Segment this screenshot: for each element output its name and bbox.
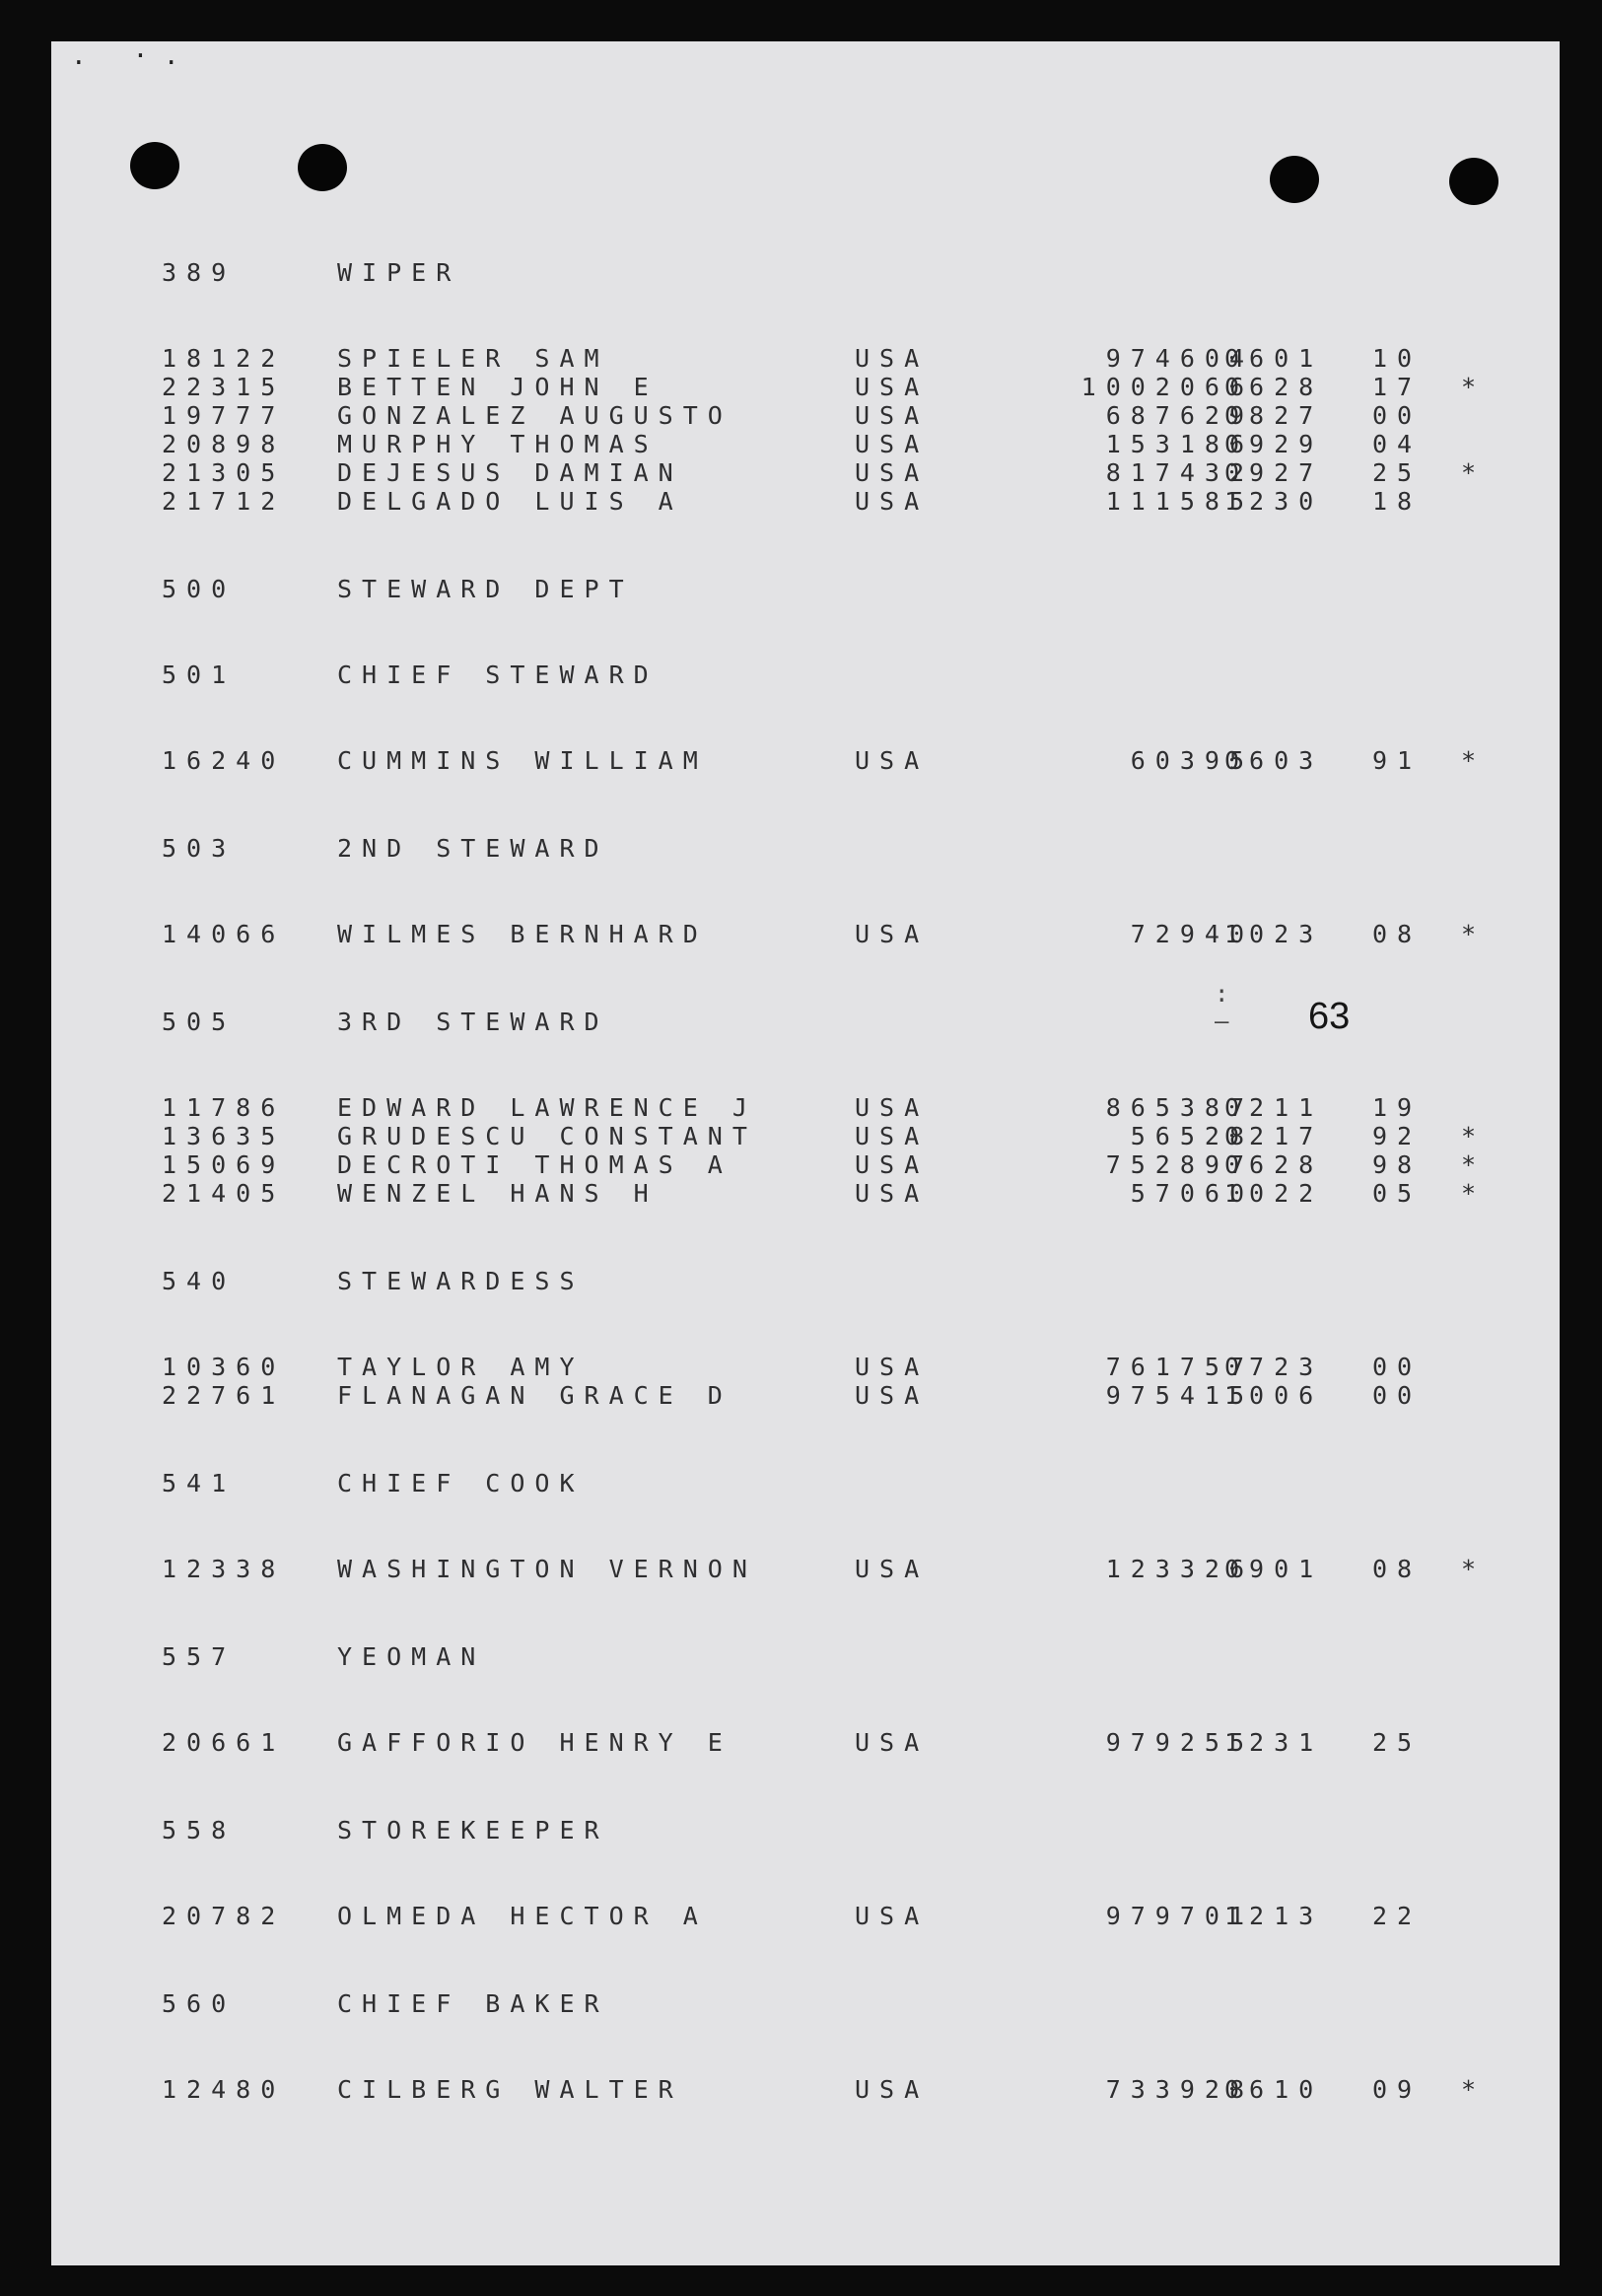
crew-name: WILMES BERNHARD [337, 920, 708, 948]
crew-number: 60395 [1130, 746, 1254, 775]
section-header [51, 1989, 1560, 2018]
crew-nationality: USA [855, 1555, 930, 1583]
crew-number: 974604 [1105, 344, 1254, 373]
crew-number: 687629 [1105, 401, 1254, 430]
crew-value: 98 [1372, 1150, 1423, 1179]
crew-nationality: USA [855, 1122, 930, 1150]
crew-name: OLMEDA HECTOR A [337, 1902, 708, 1930]
crew-id: 21305 [162, 458, 286, 487]
crew-nationality: USA [855, 1179, 930, 1208]
crew-row [51, 1122, 1560, 1150]
crew-nationality: USA [855, 401, 930, 430]
section-title: CHIEF STEWARD [337, 661, 659, 689]
section-title: STOREKEEPER [337, 1816, 609, 1844]
crew-row [51, 487, 1560, 516]
section-code: 560 [162, 1989, 237, 2018]
crew-row [51, 373, 1560, 401]
crew-number: 72940 [1130, 920, 1254, 948]
crew-row [51, 1728, 1560, 1757]
crew-date: 1023 [1224, 920, 1324, 948]
crew-date: 0927 [1224, 458, 1324, 487]
crew-nationality: USA [855, 1728, 930, 1757]
crew-date: 0628 [1224, 1150, 1324, 1179]
section-header [51, 1469, 1560, 1497]
crew-nationality: USA [855, 1093, 930, 1122]
crew-id: 20898 [162, 430, 286, 458]
crew-value: 08 [1372, 1555, 1423, 1583]
crew-name: BETTEN JOHN E [337, 373, 659, 401]
crew-mark: * [1461, 1122, 1487, 1150]
crew-nationality: USA [855, 344, 930, 373]
crew-number: 761757 [1105, 1353, 1254, 1381]
crew-row [51, 401, 1560, 430]
crew-id: 11786 [162, 1093, 286, 1122]
crew-date: 0827 [1224, 401, 1324, 430]
crew-mark: * [1461, 2075, 1487, 2104]
crew-number: 979255 [1105, 1728, 1254, 1757]
crew-date: 0603 [1224, 746, 1324, 775]
section-code: 541 [162, 1469, 237, 1497]
crew-name: WASHINGTON VERNON [337, 1555, 757, 1583]
section-code: 540 [162, 1267, 237, 1295]
crew-name: GAFFORIO HENRY E [337, 1728, 732, 1757]
crew-date: 0217 [1224, 1122, 1324, 1150]
crew-row [51, 430, 1560, 458]
section-code: 558 [162, 1816, 237, 1844]
crew-name: GONZALEZ AUGUSTO [337, 401, 732, 430]
punch-hole [298, 144, 347, 191]
crew-nationality: USA [855, 2075, 930, 2104]
crew-row [51, 1150, 1560, 1179]
section-title: 2ND STEWARD [337, 834, 609, 863]
crew-nationality: USA [855, 920, 930, 948]
crew-id: 16240 [162, 746, 286, 775]
crew-row [51, 1381, 1560, 1410]
section-title: CHIEF BAKER [337, 1989, 609, 2018]
crew-nationality: USA [855, 746, 930, 775]
crew-value: 10 [1372, 344, 1423, 373]
crew-nationality: USA [855, 1353, 930, 1381]
crew-date: 1213 [1224, 1902, 1324, 1930]
crew-value: 25 [1372, 1728, 1423, 1757]
crew-name: DECROTI THOMAS A [337, 1150, 732, 1179]
section-header [51, 661, 1560, 689]
crew-name: DELGADO LUIS A [337, 487, 683, 516]
section-title: 3RD STEWARD [337, 1008, 609, 1036]
crew-value: 25 [1372, 458, 1423, 487]
crew-number: 752897 [1105, 1150, 1254, 1179]
crew-date: 0929 [1224, 430, 1324, 458]
crew-mark: * [1461, 920, 1487, 948]
crew-name: TAYLOR AMY [337, 1353, 585, 1381]
crew-mark: * [1461, 1179, 1487, 1208]
crew-id: 20661 [162, 1728, 286, 1757]
section-code: 503 [162, 834, 237, 863]
crew-number: 57060 [1130, 1179, 1254, 1208]
crew-value: 08 [1372, 920, 1423, 948]
crew-value: 05 [1372, 1179, 1423, 1208]
crew-name: GRUDESCU CONSTANT [337, 1122, 757, 1150]
crew-number: 153186 [1105, 430, 1254, 458]
crew-nationality: USA [855, 1902, 930, 1930]
section-header [51, 1008, 1560, 1036]
crew-row [51, 1902, 1560, 1930]
crew-list [51, 258, 1560, 2163]
crew-id: 22761 [162, 1381, 286, 1410]
punch-hole [1270, 156, 1319, 203]
crew-number: 975415 [1105, 1381, 1254, 1410]
crew-name: CUMMINS WILLIAM [337, 746, 708, 775]
crew-nationality: USA [855, 458, 930, 487]
crew-number: 979701 [1105, 1902, 1254, 1930]
crew-date: 1230 [1224, 487, 1324, 516]
crew-date: 0610 [1224, 2075, 1324, 2104]
crew-row [51, 344, 1560, 373]
crew-name: DEJESUS DAMIAN [337, 458, 683, 487]
crew-value: 19 [1372, 1093, 1423, 1122]
crew-number: 111585 [1105, 487, 1254, 516]
crew-value: 00 [1372, 401, 1423, 430]
section-header [51, 834, 1560, 863]
crew-id: 20782 [162, 1902, 286, 1930]
crew-id: 10360 [162, 1353, 286, 1381]
crew-row [51, 1093, 1560, 1122]
crew-nationality: USA [855, 1381, 930, 1410]
section-header [51, 575, 1560, 603]
crew-row [51, 920, 1560, 948]
crew-nationality: USA [855, 487, 930, 516]
section-title: YEOMAN [337, 1642, 486, 1671]
punch-hole [1449, 158, 1498, 205]
crew-mark: * [1461, 458, 1487, 487]
crew-row [51, 746, 1560, 775]
crew-date: 1022 [1224, 1179, 1324, 1208]
crew-number: 733928 [1105, 2075, 1254, 2104]
crew-id: 21405 [162, 1179, 286, 1208]
section-code: 501 [162, 661, 237, 689]
section-header [51, 1642, 1560, 1671]
crew-mark: * [1461, 1555, 1487, 1583]
crew-number: 1002066 [1080, 373, 1254, 401]
crew-name: CILBERG WALTER [337, 2075, 683, 2104]
crew-date: 0901 [1224, 1555, 1324, 1583]
crew-number: 817432 [1105, 458, 1254, 487]
crew-mark: * [1461, 1150, 1487, 1179]
crew-name: WENZEL HANS H [337, 1179, 659, 1208]
crew-row [51, 2075, 1560, 2104]
crew-number: 56528 [1130, 1122, 1254, 1150]
crew-name: EDWARD LAWRENCE J [337, 1093, 757, 1122]
crew-date: 0601 [1224, 344, 1324, 373]
crew-id: 18122 [162, 344, 286, 373]
crew-row [51, 458, 1560, 487]
page-stamp-number: 63 [1308, 996, 1351, 1037]
crew-value: 00 [1372, 1353, 1423, 1381]
crew-date: 1231 [1224, 1728, 1324, 1757]
crew-name: MURPHY THOMAS [337, 430, 659, 458]
crew-date: 0723 [1224, 1353, 1324, 1381]
crew-value: 00 [1372, 1381, 1423, 1410]
crew-id: 12338 [162, 1555, 286, 1583]
crew-nationality: USA [855, 430, 930, 458]
crew-value: 18 [1372, 487, 1423, 516]
margin-specks: . · . [71, 41, 179, 71]
punch-hole [130, 142, 179, 189]
crew-mark: * [1461, 373, 1487, 401]
section-code: 557 [162, 1642, 237, 1671]
section-header [51, 1267, 1560, 1295]
section-header [51, 258, 1560, 287]
crew-id: 21712 [162, 487, 286, 516]
crew-value: 91 [1372, 746, 1423, 775]
crew-id: 13635 [162, 1122, 286, 1150]
section-title: CHIEF COOK [337, 1469, 585, 1497]
crew-nationality: USA [855, 373, 930, 401]
section-title: WIPER [337, 258, 461, 287]
crew-row [51, 1179, 1560, 1208]
crew-date: 1006 [1224, 1381, 1324, 1410]
section-code: 505 [162, 1008, 237, 1036]
crew-value: 09 [1372, 2075, 1423, 2104]
crew-value: 92 [1372, 1122, 1423, 1150]
crew-mark: * [1461, 746, 1487, 775]
section-header [51, 1816, 1560, 1844]
crew-id: 12480 [162, 2075, 286, 2104]
crew-date: 0211 [1224, 1093, 1324, 1122]
crew-number: 123326 [1105, 1555, 1254, 1583]
crew-nationality: USA [855, 1150, 930, 1179]
section-code: 389 [162, 258, 237, 287]
document-page [51, 41, 1560, 2265]
crew-number: 865387 [1105, 1093, 1254, 1122]
crew-name: FLANAGAN GRACE D [337, 1381, 732, 1410]
crew-value: 17 [1372, 373, 1423, 401]
crew-row [51, 1353, 1560, 1381]
crew-date: 0628 [1224, 373, 1324, 401]
section-title: STEWARD DEPT [337, 575, 634, 603]
section-title: STEWARDESS [337, 1267, 585, 1295]
section-code: 500 [162, 575, 237, 603]
crew-id: 19777 [162, 401, 286, 430]
crew-id: 15069 [162, 1150, 286, 1179]
crew-row [51, 1555, 1560, 1583]
crew-id: 14066 [162, 920, 286, 948]
stamp-mark: : — [1215, 980, 1229, 1035]
crew-value: 22 [1372, 1902, 1423, 1930]
crew-id: 22315 [162, 373, 286, 401]
crew-name: SPIELER SAM [337, 344, 609, 373]
crew-value: 04 [1372, 430, 1423, 458]
